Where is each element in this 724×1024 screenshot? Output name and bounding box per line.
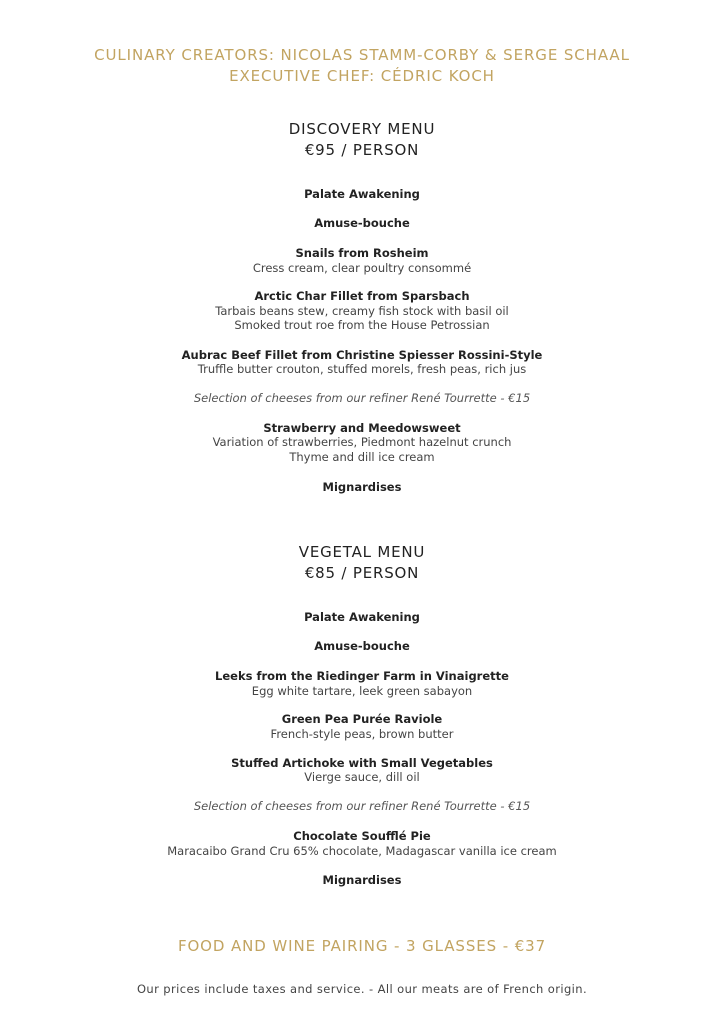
chocolate-dish-title: Chocolate Soufflé Pie xyxy=(293,829,431,843)
snails-dish-description: Cress cream, clear poultry consommé xyxy=(252,261,472,275)
chocolate-dish-description: Maracaibo Grand Cru 65% chocolate, Madagascar vanilla ice cream xyxy=(167,844,557,858)
discovery-menu-title: DISCOVERY MENU xyxy=(288,120,436,138)
char-dish-title: Arctic Char Fillet from Sparsbach xyxy=(254,289,470,303)
leeks-dish-title: Leeks from the Riedinger Farm in Vinaigrette xyxy=(215,669,509,683)
vegetal-palate-awakening: Palate Awakening xyxy=(304,610,420,624)
pea-dish-title: Green Pea Purée Raviole xyxy=(281,712,443,726)
discovery-palate-awakening: Palate Awakening xyxy=(304,187,420,201)
vegetal-cheese-option: Selection of cheeses from our refiner René Tourrette - €15 xyxy=(193,799,531,813)
wine-pairing-offer: FOOD AND WINE PAIRING - 3 GLASSES - €37 xyxy=(177,937,547,955)
discovery-cheese-option: Selection of cheeses from our refiner René Tourrette - €15 xyxy=(193,391,531,405)
leeks-dish-description: Egg white tartare, leek green sabayon xyxy=(251,684,473,698)
artichoke-dish-description: Vierge sauce, dill oil xyxy=(304,770,420,784)
culinary-creators-heading: CULINARY CREATORS: NICOLAS STAMM-CORBY & SERGE SCHAAL xyxy=(94,46,630,64)
char-dish-description-1: Tarbais beans stew, creamy fish stock with basil oil xyxy=(215,304,509,318)
discovery-mignardises: Mignardises xyxy=(322,480,402,494)
vegetal-menu-title: VEGETAL MENU xyxy=(298,543,426,561)
char-dish-description-2: Smoked trout roe from the House Petrossian xyxy=(234,318,490,332)
discovery-menu-price: €95 / PERSON xyxy=(304,141,420,159)
vegetal-menu-price: €85 / PERSON xyxy=(304,564,420,582)
vegetal-mignardises: Mignardises xyxy=(322,873,402,887)
beef-dish-title: Aubrac Beef Fillet from Christine Spiesser Rossini-Style xyxy=(181,348,543,362)
pricing-footer-note: Our prices include taxes and service. - All our meats are of French origin. xyxy=(136,982,588,996)
artichoke-dish-title: Stuffed Artichoke with Small Vegetables xyxy=(231,756,493,770)
discovery-amuse-bouche: Amuse-bouche xyxy=(314,216,410,230)
executive-chef-heading: EXECUTIVE CHEF: CÉDRIC KOCH xyxy=(229,67,495,85)
strawberry-dish-title: Strawberry and Meedowsweet xyxy=(263,421,461,435)
strawberry-dish-description-2: Thyme and dill ice cream xyxy=(289,450,435,464)
snails-dish-title: Snails from Rosheim xyxy=(295,246,429,260)
strawberry-dish-description-1: Variation of strawberries, Piedmont hazelnut crunch xyxy=(212,435,512,449)
vegetal-amuse-bouche: Amuse-bouche xyxy=(314,639,410,653)
beef-dish-description: Truffle butter crouton, stuffed morels, fresh peas, rich jus xyxy=(197,362,527,376)
pea-dish-description: French-style peas, brown butter xyxy=(270,727,454,741)
